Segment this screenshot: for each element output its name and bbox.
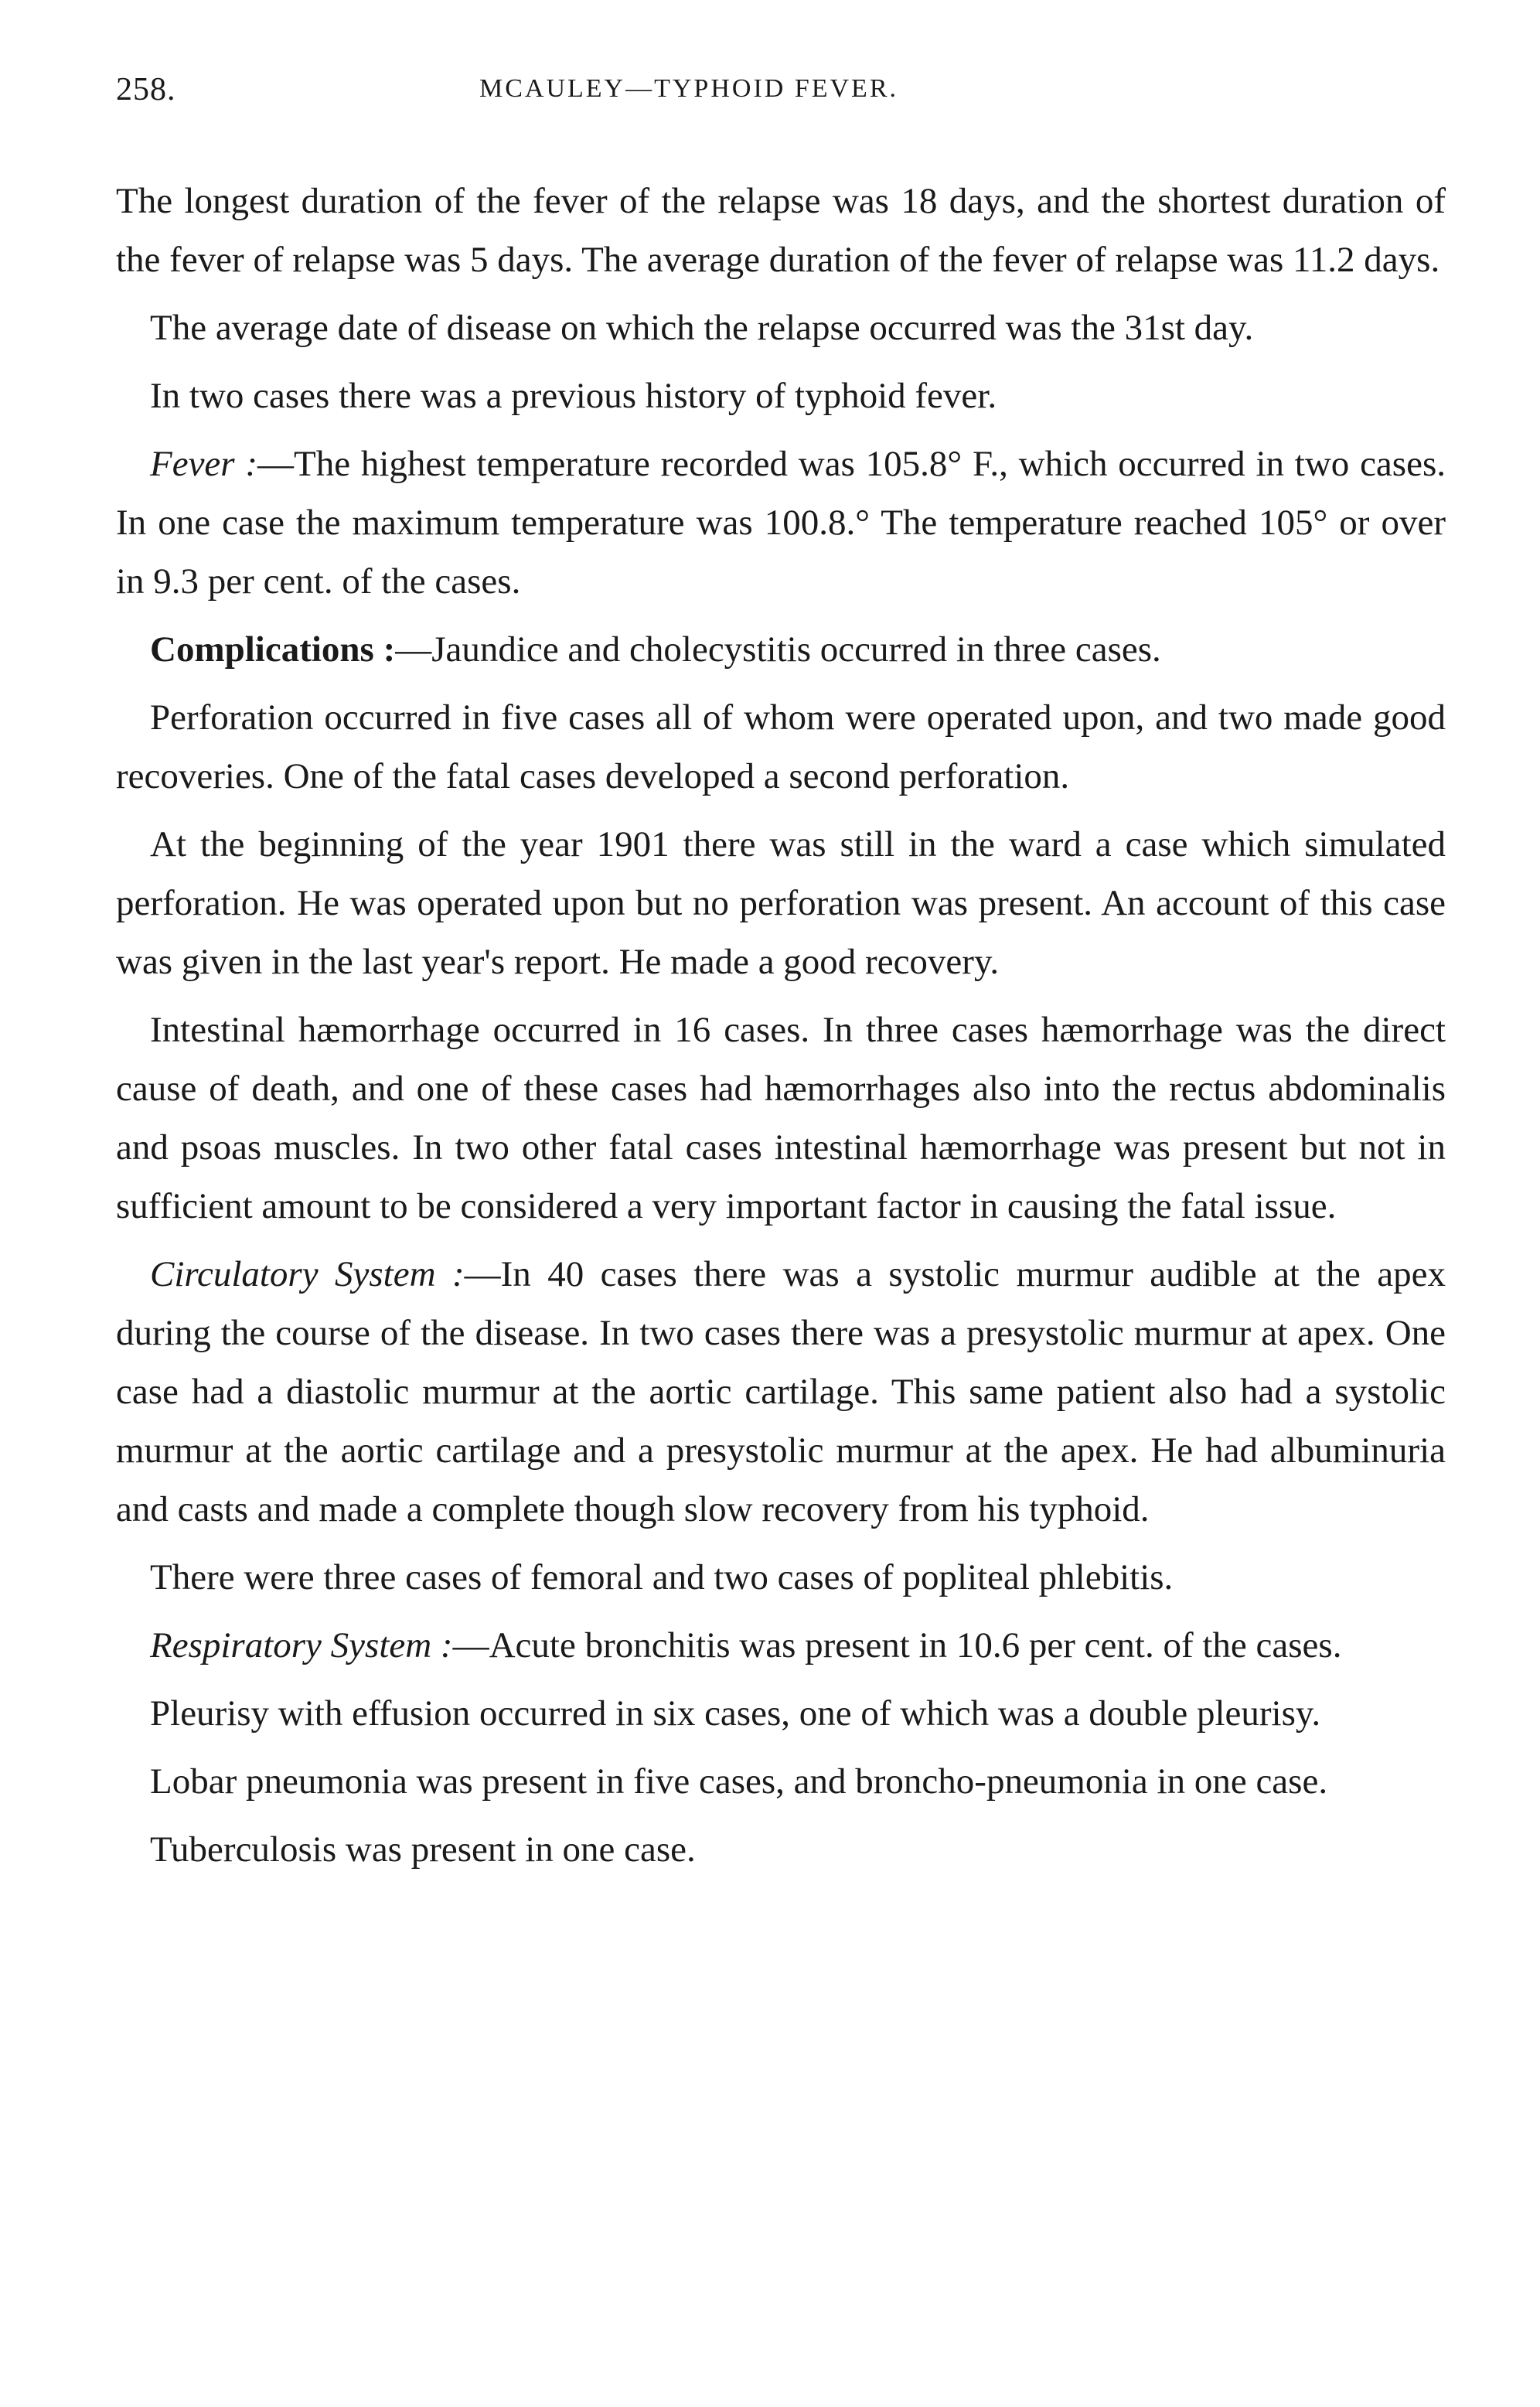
paragraph-pneumonia: Lobar pneumonia was present in five cases, and broncho-pneumonia in one case. xyxy=(150,1761,1328,1802)
paragraph-simulated-perforation: At the beginning of the year 1901 there was still in the ward a case which simulated perforation. He was operated upon but no perforation was present. An account of this case was given in the last year's report. He made a good recovery. xyxy=(116,824,1446,982)
paragraph-perforation: Perforation occurred in five cases all of whom were operated upon, and two made good recoveries. One of the fatal cases developed a second perforation. xyxy=(116,697,1446,796)
paragraph-phlebitis: There were three cases of femoral and two cases of popliteal phlebitis. xyxy=(150,1557,1174,1597)
body-text xyxy=(116,172,1446,1879)
paragraph-circulatory-system xyxy=(116,1245,1446,1539)
text-fever: —The highest temperature recorded was 105.8° F., which occurred in two cases. In one case the maximum temperature was 100.8.° The temperature reached 105° or over in 9.3 per cent. of the cases. xyxy=(116,444,1446,602)
text-respiratory-system: —Acute bronchitis was present in 10.6 per cent. of the cases. xyxy=(452,1625,1342,1665)
heading-circulatory-system: Circulatory System : xyxy=(150,1254,465,1294)
paragraph-respiratory-system xyxy=(116,1616,1446,1675)
heading-complications: Complications : xyxy=(150,629,396,670)
page-header xyxy=(116,71,1446,125)
document-page xyxy=(116,71,1446,1888)
page-number: 258. xyxy=(116,72,176,107)
paragraph-fever xyxy=(116,435,1446,611)
text-complications: —Jaundice and cholecystitis occurred in three cases. xyxy=(395,629,1161,670)
paragraph-relapse-duration: The longest duration of the fever of the relapse was 18 days, and the shortest duration of the fever of relapse was 5 days. The average duration of the fever of relapse was 11.2 days. xyxy=(116,181,1446,280)
paragraph-previous-history: In two cases there was a previous history of typhoid fever. xyxy=(150,376,997,416)
paragraph-pleurisy: Pleurisy with effusion occurred in six cases, one of which was a double pleurisy. xyxy=(150,1693,1321,1734)
paragraph-tuberculosis: Tuberculosis was present in one case. xyxy=(150,1829,696,1870)
heading-respiratory-system: Respiratory System : xyxy=(150,1625,453,1665)
paragraph-complications xyxy=(116,620,1446,679)
heading-fever: Fever : xyxy=(150,444,258,484)
running-title: MCAULEY—TYPHOID FEVER. xyxy=(479,74,898,103)
paragraph-haemorrhage: Intestinal hæmorrhage occurred in 16 cases. In three cases hæmorrhage was the direct cause of death, and one of these cases had hæmorrhages also into the rectus abdominalis and psoas muscles. In two other fatal cases intestinal hæmorrhage was present but not in sufficient amount to be considered a very important factor in causing the fatal issue. xyxy=(116,1010,1446,1226)
text-circulatory-system: —In 40 cases there was a systolic murmur audible at the apex during the course of the disease. In two cases there was a presystolic murmur at apex. One case had a diastolic murmur at the aortic cartilage. This same patient also had a systolic murmur at the aortic cartilage and a presystolic murmur at the apex. He had albuminuria and casts and made a complete though slow recovery from his typhoid. xyxy=(116,1254,1446,1529)
paragraph-relapse-date: The average date of disease on which the relapse occurred was the 31st day. xyxy=(150,308,1254,348)
